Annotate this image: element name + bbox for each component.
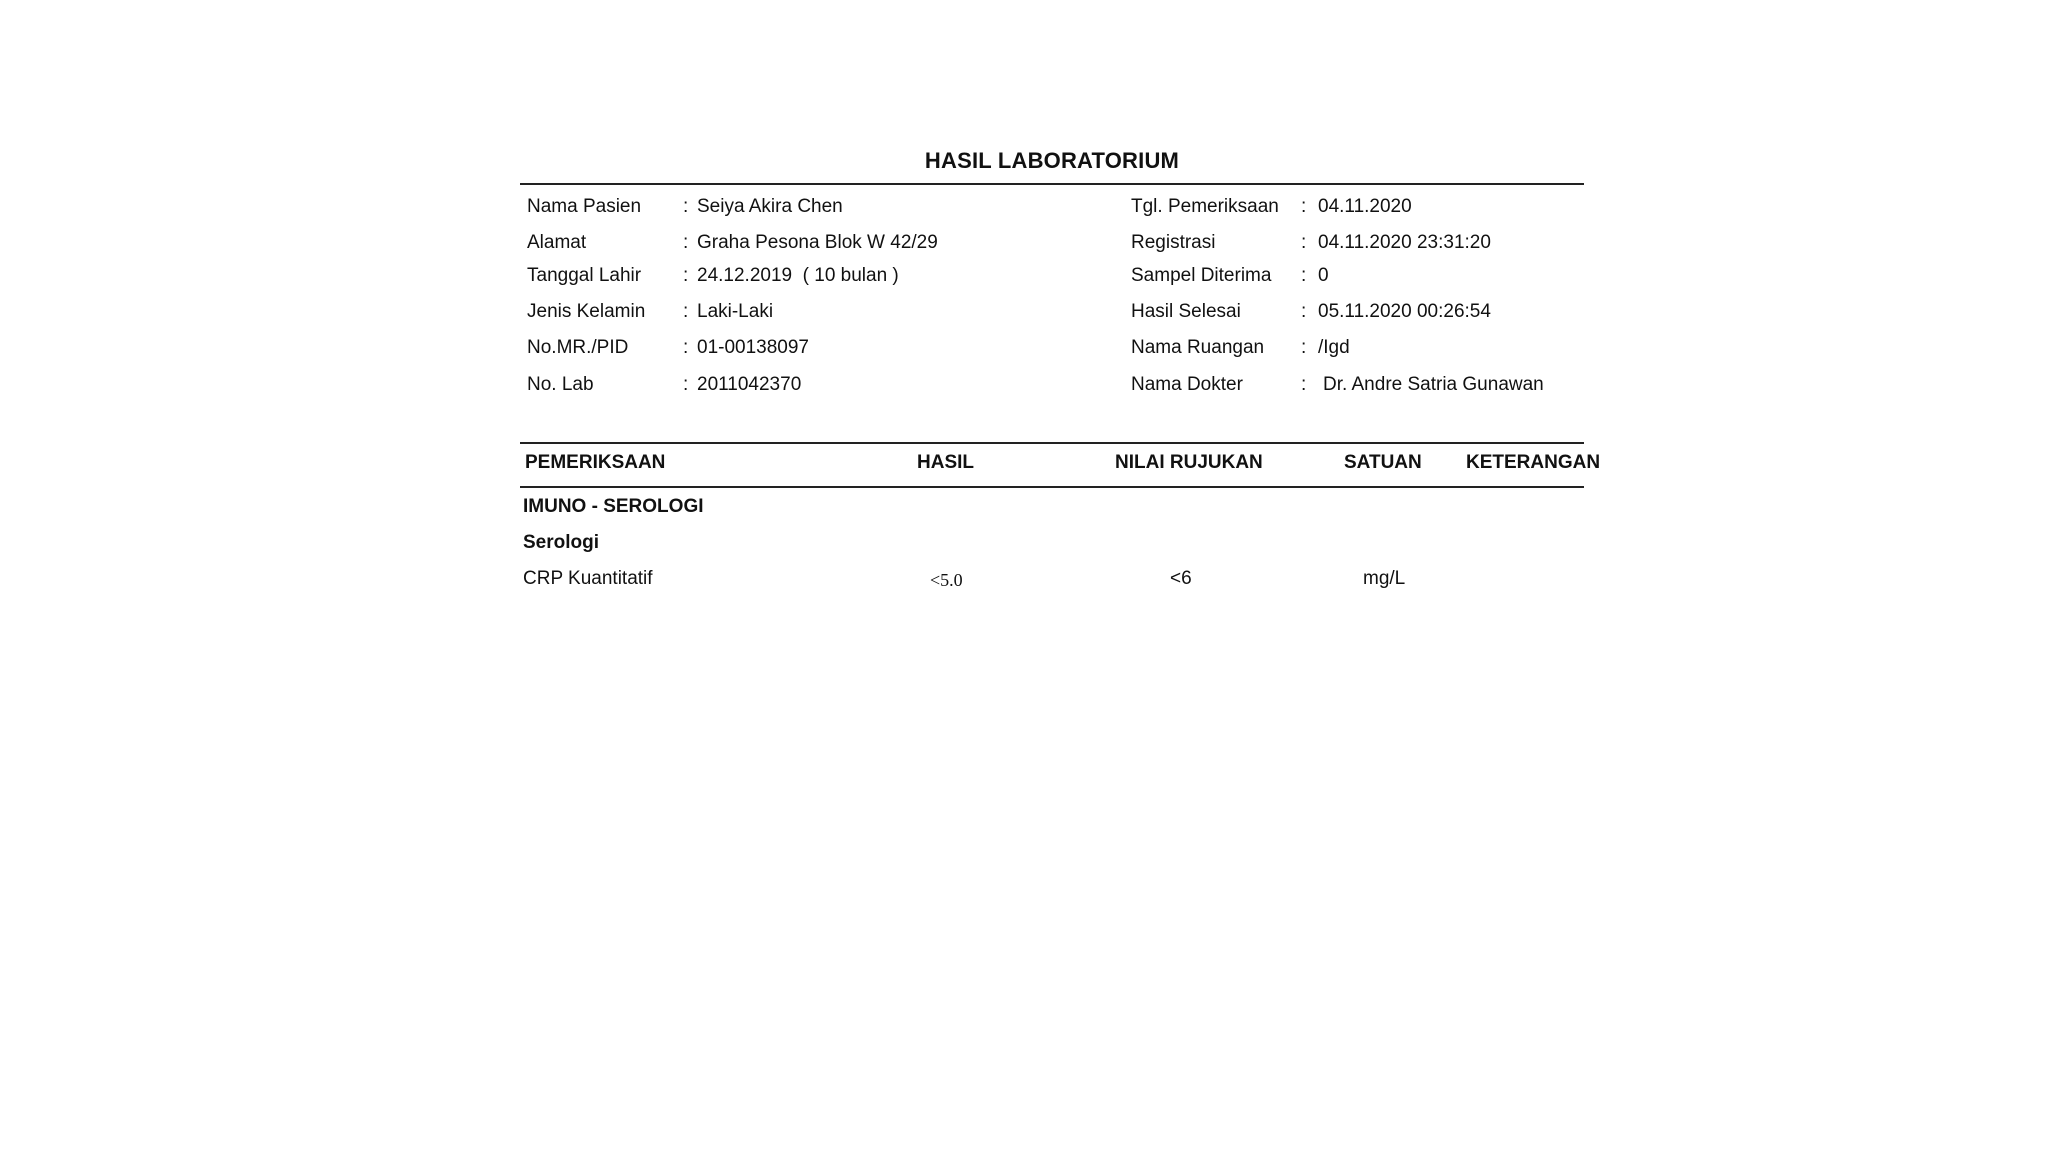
table-top-rule [520, 442, 1584, 444]
header-remarks-clip [1466, 448, 1601, 478]
gender-label: Jenis Kelamin [527, 301, 646, 322]
row-reference: <6 [1170, 568, 1192, 589]
subcategory-label: Serologi [523, 532, 600, 553]
result-finished-colon: : [1301, 301, 1307, 322]
birth-date-value: 24.12.2019 ( 10 bulan ) [697, 265, 899, 286]
mr-pid-label: No.MR./PID [527, 337, 629, 358]
result-finished-label: Hasil Selesai [1131, 301, 1241, 322]
exam-date-colon: : [1301, 196, 1307, 217]
lab-number-colon: : [683, 374, 689, 395]
mr-pid-colon: : [683, 337, 689, 358]
category-label: IMUNO - SEROLOGI [523, 496, 704, 517]
room-name-colon: : [1301, 337, 1307, 358]
exam-date-label: Tgl. Pemeriksaan [1131, 196, 1279, 217]
sample-received-value: 0 [1318, 265, 1329, 286]
doctor-name-colon: : [1301, 374, 1307, 395]
sample-received-colon: : [1301, 265, 1307, 286]
row-result: <5.0 [930, 570, 963, 590]
header-examination: PEMERIKSAAN [525, 452, 666, 473]
mr-pid-value: 01-00138097 [697, 337, 809, 358]
header-remarks: KETERANGAN [1466, 452, 1601, 473]
doctor-name-label: Nama Dokter [1131, 374, 1243, 395]
gender-colon: : [683, 301, 689, 322]
birth-date-label: Tanggal Lahir [527, 265, 642, 286]
table-header-rule [520, 486, 1584, 488]
report-title: HASIL LABORATORIUM [924, 148, 1180, 173]
address-label: Alamat [527, 232, 587, 253]
patient-name-colon: : [683, 196, 689, 217]
birth-date-colon: : [683, 265, 689, 286]
lab-number-value: 2011042370 [697, 374, 802, 395]
room-name-value: /Igd [1318, 337, 1350, 358]
sample-received-label: Sampel Diterima [1131, 265, 1272, 286]
gender-value: Laki-Laki [697, 301, 774, 322]
registration-value: 04.11.2020 23:31:20 [1318, 232, 1491, 253]
header-result: HASIL [917, 452, 974, 473]
header-reference: NILAI RUJUKAN [1115, 452, 1263, 473]
exam-date-value: 04.11.2020 [1318, 196, 1412, 217]
row-examination: CRP Kuantitatif [523, 568, 653, 589]
result-finished-value: 05.11.2020 00:26:54 [1318, 301, 1491, 322]
registration-colon: : [1301, 232, 1307, 253]
row-unit: mg/L [1363, 568, 1406, 589]
header-unit: SATUAN [1344, 452, 1422, 473]
address-value: Graha Pesona Blok W 42/29 [697, 232, 938, 253]
registration-label: Registrasi [1131, 232, 1216, 253]
patient-name-label: Nama Pasien [527, 196, 642, 217]
lab-number-label: No. Lab [527, 374, 594, 395]
title-divider [520, 183, 1584, 185]
patient-name-value: Seiya Akira Chen [697, 196, 843, 217]
doctor-name-value: Dr. Andre Satria Gunawan [1323, 374, 1544, 395]
address-colon: : [683, 232, 689, 253]
room-name-label: Nama Ruangan [1131, 337, 1265, 358]
